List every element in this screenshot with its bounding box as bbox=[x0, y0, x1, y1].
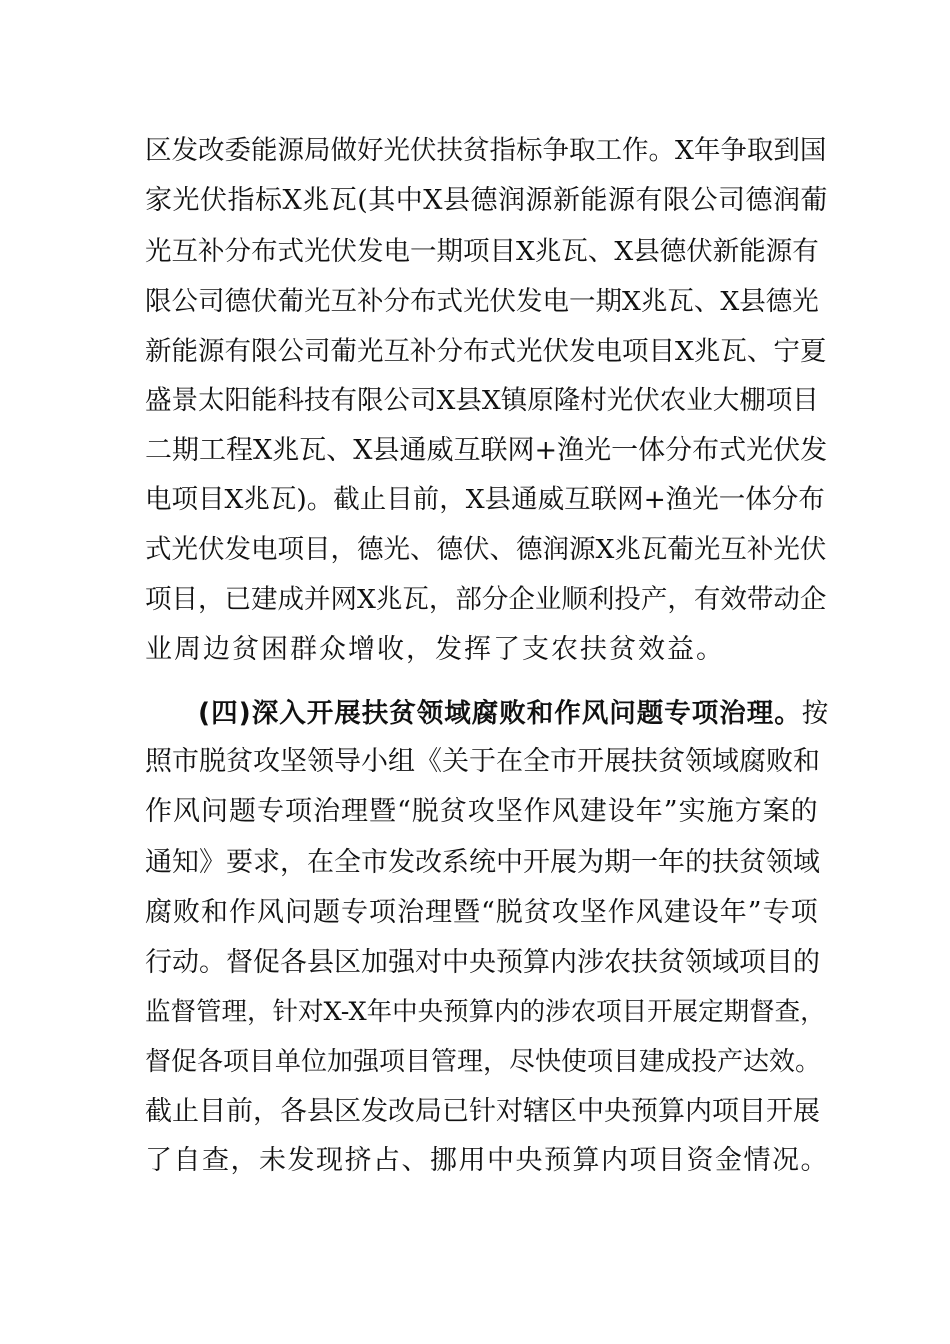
text-line: 盛景太阳能科技有限公司X县X镇原隆村光伏农业大棚项目 bbox=[145, 385, 819, 416]
text-line: 行动。督促各县区加强对中央预算内涉农扶贫领域项目的 bbox=[145, 947, 820, 978]
text-line: 了自查，未发现挤占、挪用中央预算内项目资金情况。 bbox=[145, 1145, 829, 1176]
text-line: 通知》要求，在全市发改系统中开展为期一年的扶贫领域 bbox=[145, 847, 820, 878]
section-heading: (四)深入开展扶贫领域腐败和作风问题专项治理。 bbox=[198, 698, 802, 729]
text-line: 新能源有限公司葡光互补分布式光伏发电项目X兆瓦、宁夏 bbox=[145, 336, 827, 367]
text-line: 督促各项目单位加强项目管理，尽快使项目建成投产达效。 bbox=[145, 1047, 822, 1077]
text-line: 家光伏指标X兆瓦(其中X县德润源新能源有限公司德润葡 bbox=[145, 185, 828, 216]
text-line: 照市脱贫攻坚领导小组《关于在全市开展扶贫领域腐败和 bbox=[145, 746, 820, 777]
text-line: 电项目X兆瓦)。截止目前，X县通威互联网+渔光一体分布 bbox=[145, 484, 825, 515]
text-line: 二期工程X兆瓦、X县通威互联网+渔光一体分布式光伏发 bbox=[145, 435, 828, 466]
text-line: 区发改委能源局做好光伏扶贫指标争取工作。X年争取到国 bbox=[145, 135, 827, 166]
text-line: 式光伏发电项目，德光、德伏、德润源X兆瓦葡光互补光伏 bbox=[145, 534, 827, 565]
text-line: 项目，已建成并网X兆瓦，部分企业顺利投产，有效带动企 bbox=[145, 584, 827, 615]
text-line: 腐败和作风问题专项治理暨“脱贫攻坚作风建设年”专项 bbox=[145, 897, 819, 928]
text-line: 光互补分布式光伏发电一期项目X兆瓦、X县德伏新能源有 bbox=[145, 236, 819, 267]
text-line: 业周边贫困群众增收，发挥了支农扶贫效益。 bbox=[145, 634, 725, 665]
heading-line-tail: 按 bbox=[801, 698, 829, 729]
text-line: 作风问题专项治理暨“脱贫攻坚作风建设年”实施方案的 bbox=[145, 796, 819, 827]
text-line: 限公司德伏葡光互补分布式光伏发电一期X兆瓦、X县德光 bbox=[145, 286, 819, 317]
section-heading-line bbox=[198, 697, 828, 731]
text-line: 监督管理，针对X-X年中央预算内的涉农项目开展定期督查， bbox=[145, 997, 826, 1027]
text-line: 截止目前，各县区发改局已针对辖区中央预算内项目开展 bbox=[145, 1096, 820, 1127]
